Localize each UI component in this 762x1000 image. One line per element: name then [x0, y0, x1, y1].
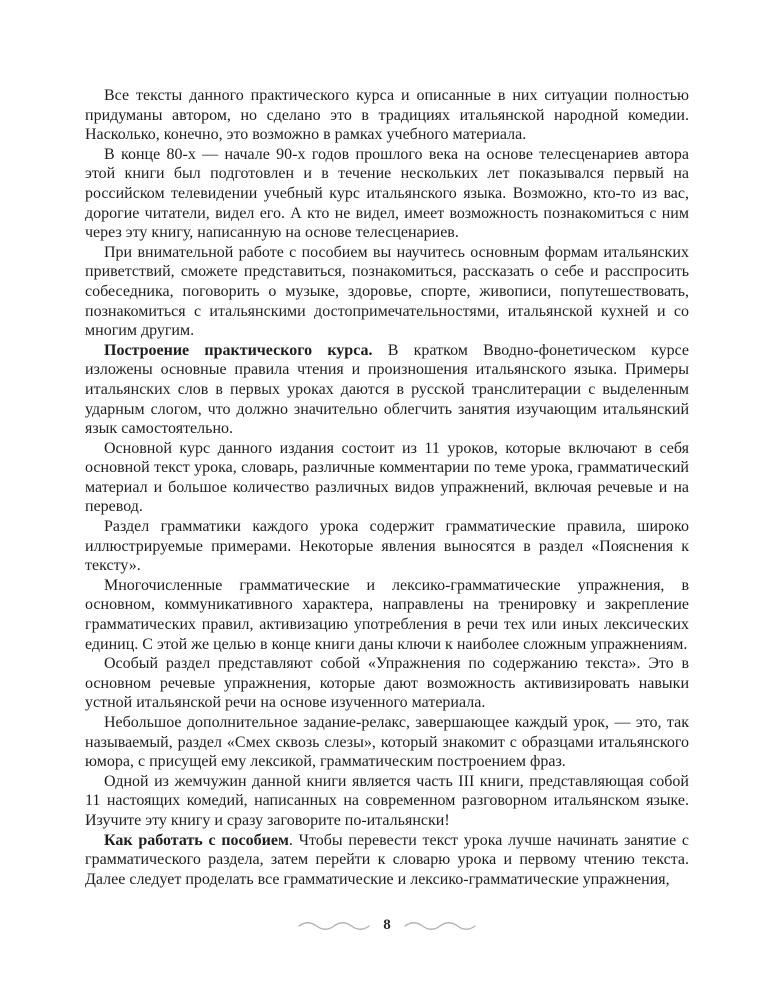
paragraph-text: Основной курс данного издания состоит из 11 уроков, которые включают в себя основной текст урока, словарь, различные комментарии по теме урока, грамматический материал и большое количество различных видов упражнений, включая речевые и на перевод. [85, 439, 689, 516]
paragraph-text: В конце 80-х — начале 90-х годов прошлого века на основе телесценариев автора этой книги был подготовлен и в течение нескольких лет показывался первый на российском телевидении учебный курс итальянского языка. Возможно, кто-то из вас, дорогие читатели, видел его. А кто не видел, имеет возможность познакомиться с ним через эту книгу, написанную на основе телесценариев. [85, 145, 689, 242]
paragraph-text: Раздел грамматики каждого урока содержит грамматические правила, широко иллюстрируемые примерами. Некоторые явления выносятся в раздел «Пояснения к тексту». [85, 518, 689, 575]
text-paragraph [85, 713, 689, 772]
page-text-block [85, 86, 689, 889]
text-paragraph [85, 517, 689, 576]
text-paragraph [85, 439, 689, 517]
paragraph-lead: Как работать с пособием [104, 831, 289, 849]
paragraph-text: Одной из жемчужин данной книги является часть III книги, представляющая собой 11 настоящих комедий, написанных на современном разговорном итальянском языке. Изучите эту книгу и сразу заговорите по-итальянски! [85, 772, 689, 829]
page-number: 8 [383, 917, 391, 933]
paragraph-text: Небольшое дополнительное задание-релакс, завершающее каждый урок, — это, так называемый, раздел «Смех сквозь слезы», который знакомит с образцами итальянского юмора, с присущей ему лексикой, грамматическим построением фраз. [85, 714, 689, 771]
paragraph-text: Все тексты данного практического курса и описанные в них ситуации полностью придуманы автором, но сделано это в традициях итальянской народной комедии. Насколько, конечно, это возможно в рамках учебного материала. [85, 87, 689, 144]
page-footer [85, 918, 689, 933]
paragraph-text: Особый раздел представляют собой «Упражнения по содержанию текста». Это в основном речевые упражнения, которые дают возможность активизировать навыки устной итальянской речи на основе изученного материала. [85, 655, 689, 712]
text-paragraph [85, 341, 689, 439]
text-paragraph [85, 654, 689, 713]
paragraph-text: Многочисленные грамматические и лексико-грамматические упражнения, в основном, коммуникативного характера, направлены на тренировку и закрепление грамматических правил, активизацию употребления в речи тех или иных лексических единиц. С этой же целью в конце книги даны ключи к наиболее сложным упражнениям. [85, 576, 689, 653]
text-paragraph [85, 576, 689, 654]
paragraph-text: . Чтобы перевести текст урока лучше начинать занятие с грамматического раздела, затем перейти к словарю урока и первому чтению текста. Далее следует проделать все грамматические и лексико-грамматические упражнения, [85, 831, 690, 888]
text-paragraph [85, 145, 689, 243]
text-paragraph [85, 772, 689, 831]
text-paragraph [85, 86, 689, 145]
text-paragraph [85, 831, 689, 890]
paragraph-lead: Построение практического курса. [104, 341, 373, 359]
wave-ornament-left-icon [298, 921, 370, 931]
text-paragraph [85, 243, 689, 341]
paragraph-text: В кратком Вводно-фонетическом курсе изложены основные правила чтения и произношения итальянского языка. Примеры итальянских слов в первых уроках даются в русской транслитерации с выделенным ударным слогом, что должно значительно облегчить занятия изучающим итальянский язык самостоятельно. [85, 341, 689, 438]
wave-ornament-right-icon [404, 921, 476, 931]
paragraph-text: При внимательной работе с пособием вы научитесь основным формам итальянских приветствий, сможете представиться, познакомиться, рассказать о себе и расспросить собеседника, поговорить о музыке, здоровье, спорте, живописи, попутешествовать, познакомиться с итальянскими достопримечательностями, итальянской кухней и со многим другим. [85, 243, 689, 340]
